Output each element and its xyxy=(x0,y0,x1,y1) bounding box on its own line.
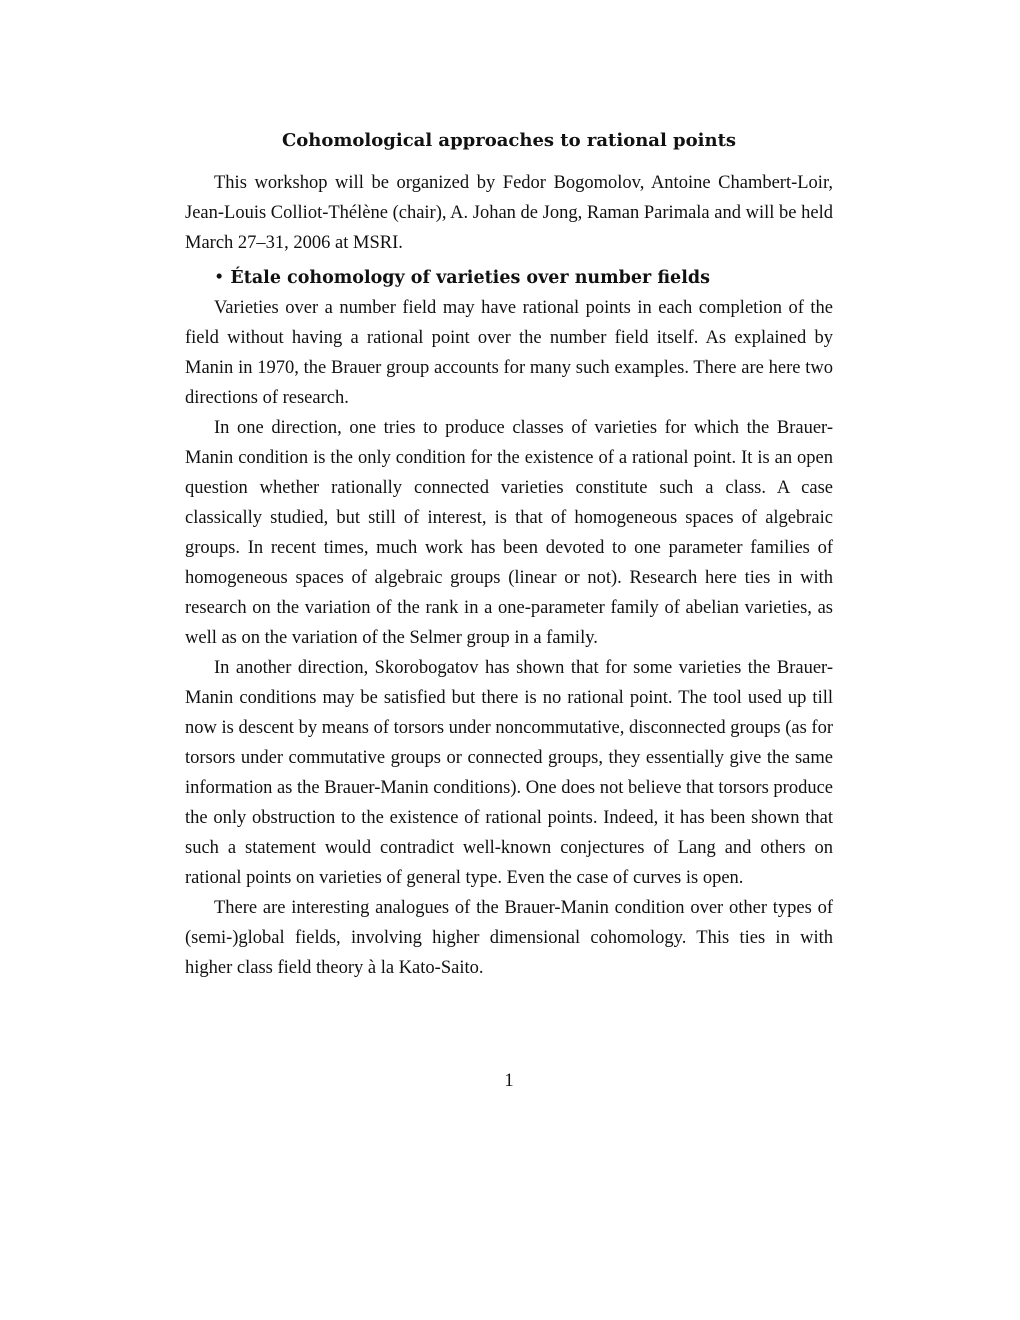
body-paragraph: In one direction, one tries to produce classes of varieties for which the Brauer-Manin condition is the only condition for the existence of a rational point. It is an open question whether rationally connected varieties constitute such a class. A case classically studied, but still of interest, is that of homogeneous spaces of algebraic groups. In recent times, much work has been devoted to one parameter families of homogeneous spaces of algebraic groups (linear or not). Research here ties in with research on the variation of the rank in a one-parameter family of abelian varieties, as well as on the variation of the Selmer group in a family. xyxy=(185,418,833,648)
page-number: 1 xyxy=(504,1071,514,1091)
document-body xyxy=(185,168,833,983)
document-title: Cohomological approaches to rational points xyxy=(281,130,737,151)
bullet-icon: • xyxy=(214,268,225,288)
body-paragraph: There are interesting analogues of the Brauer-Manin condition over other types of (semi-)global fields, involving higher dimensional cohomology. This ties in with higher class field theory à la Kato-Saito. xyxy=(185,898,833,978)
section-heading xyxy=(185,263,833,293)
intro-paragraph: This workshop will be organized by Fedor Bogomolov, Antoine Chambert-Loir, Jean-Louis Colliot-Thélène (chair), A. Johan de Jong, Raman Parimala and will be held March 27–31, 2006 at MSRI. xyxy=(185,173,833,253)
body-paragraph: In another direction, Skorobogatov has shown that for some varieties the Brauer-Manin conditions may be satisfied but there is no rational point. The tool used up till now is descent by means of torsors under noncommutative, disconnected groups (as for torsors under commutative groups or connected groups, they essentially give the same information as the Brauer-Manin conditions). One does not believe that torsors produce the only obstruction to the existence of rational points. Indeed, it has been shown that such a statement would contradict well-known conjectures of Lang and others on rational points on varieties of general type. Even the case of curves is open. xyxy=(185,658,833,888)
body-paragraph: Varieties over a number field may have rational points in each completion of the field without having a rational point over the number field itself. As explained by Manin in 1970, the Brauer group accounts for many such examples. There are here two directions of research. xyxy=(185,298,833,408)
section-heading-text: Étale cohomology of varieties over number fields xyxy=(230,268,710,288)
